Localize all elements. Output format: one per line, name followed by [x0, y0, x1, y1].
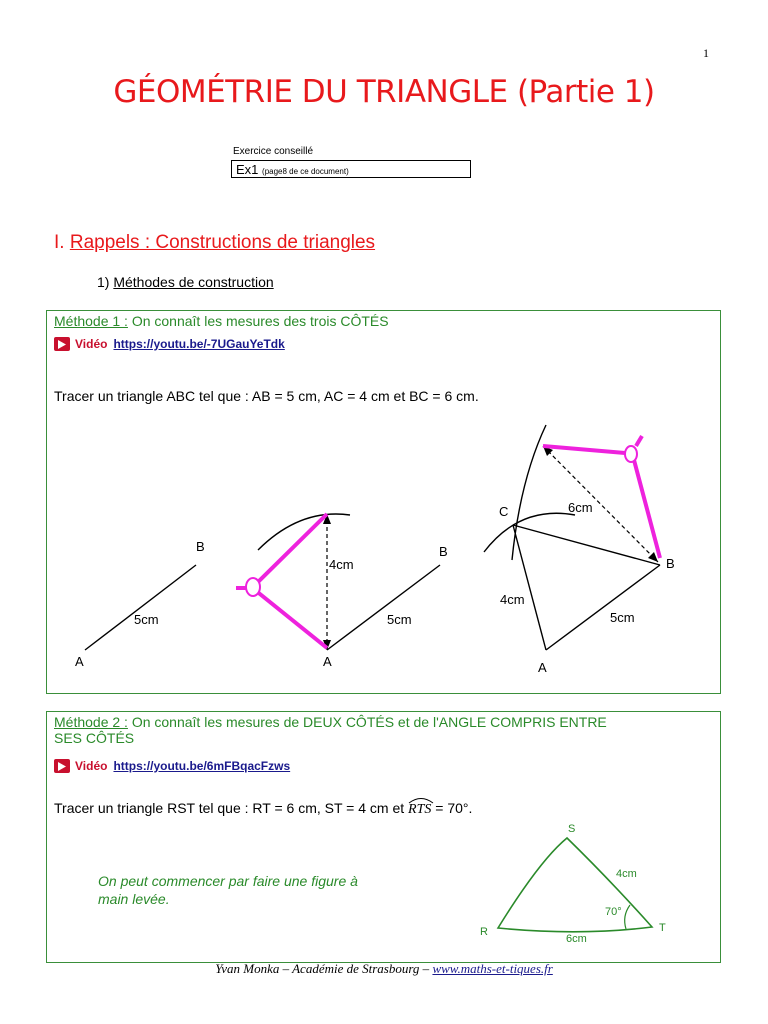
fig2-label-ac: 4cm — [329, 557, 354, 572]
video-play-icon[interactable] — [54, 759, 70, 773]
method2-hint — [98, 872, 358, 908]
method1-video-link[interactable]: https://youtu.be/-7UGauYeTdk — [113, 337, 285, 351]
angle-hat-icon — [408, 796, 434, 804]
method2-hint-line1: On peut commencer par faire une figure à — [98, 873, 358, 889]
fig3-label-ac: 4cm — [500, 592, 525, 607]
fig2-label-ab: 5cm — [387, 612, 412, 627]
method2-label: Méthode 2 : — [54, 714, 128, 730]
fig4-label-r: R — [480, 926, 488, 938]
footer-text: Yvan Monka – Académie de Strasbourg – — [215, 961, 433, 976]
method1-label: Méthode 1 : — [54, 313, 128, 329]
method2-text-line2: SES CÔTÉS — [54, 730, 135, 746]
method2-hint-line2: main levée. — [98, 891, 170, 907]
fig3-label-a: A — [538, 660, 547, 675]
subsection-title: Méthodes de construction — [113, 274, 274, 290]
freehand-triangle-rst — [498, 838, 652, 932]
method1-video-label: Vidéo — [75, 337, 108, 351]
method2-video-line — [54, 759, 290, 773]
figure1-segment-ab — [85, 565, 196, 650]
footer — [0, 961, 768, 977]
fig1-label-a: A — [75, 654, 84, 669]
fig1-label-b: B — [196, 539, 205, 554]
fig4-label-st: 4cm — [616, 868, 637, 880]
fig3-label-ab: 5cm — [610, 610, 635, 625]
method2-video-link[interactable]: https://youtu.be/6mFBqacFzws — [113, 759, 291, 773]
exercise-box — [231, 160, 471, 178]
fig3-label-c: C — [499, 504, 509, 519]
section-heading — [54, 232, 375, 254]
exercise-name: Ex1 — [236, 162, 259, 177]
method2-text-line1: On connaît les mesures de DEUX CÔTÉS et de l'ANGLE COMPRIS ENTRE — [131, 714, 607, 730]
method1-text: On connaît les mesures des trois CÔTÉS — [131, 313, 389, 329]
exercise-note: (page8 de ce document) — [262, 167, 349, 176]
method2-video-label: Vidéo — [75, 759, 108, 773]
section-title: Rappels : Constructions de triangles — [69, 232, 376, 253]
method2-task-angle — [408, 802, 431, 818]
fig4-label-s: S — [568, 823, 576, 835]
footer-link[interactable]: www.maths-et-tiques.fr — [432, 961, 553, 976]
page-title: GÉOMÉTRIE DU TRIANGLE (Partie 1) — [113, 74, 655, 110]
fig3-label-bc: 6cm — [568, 500, 593, 515]
method1-task: Tracer un triangle ABC tel que : AB = 5 cm, AC = 4 cm et BC = 6 cm. — [54, 388, 479, 404]
fig4-label-rt: 6cm — [566, 933, 587, 945]
method2-task-prefix: Tracer un triangle RST tel que : RT = 6 cm, ST = 4 cm et — [54, 800, 405, 816]
fig4-label-t: T — [659, 922, 666, 934]
fig2-label-a: A — [323, 654, 332, 669]
fig4-label-angle: 70° — [605, 906, 622, 918]
method2-task-angle-text: RTS — [408, 802, 432, 817]
method1-figures — [47, 311, 720, 693]
exercise-label: Exercice conseillé — [233, 146, 314, 157]
fig1-label-ab: 5cm — [134, 612, 159, 627]
section-number: I. — [54, 232, 65, 253]
method2-figure — [470, 815, 690, 955]
subsection-heading — [97, 274, 274, 290]
fig3-label-b: B — [666, 556, 675, 571]
method2-task-suffix: = 70°. — [435, 800, 473, 816]
method2-heading — [54, 714, 704, 746]
figure2-construction — [236, 514, 440, 650]
method2-task — [54, 800, 472, 818]
fig2-label-b: B — [439, 544, 448, 559]
subsection-number: 1) — [97, 274, 110, 290]
page-number: 1 — [703, 46, 709, 60]
